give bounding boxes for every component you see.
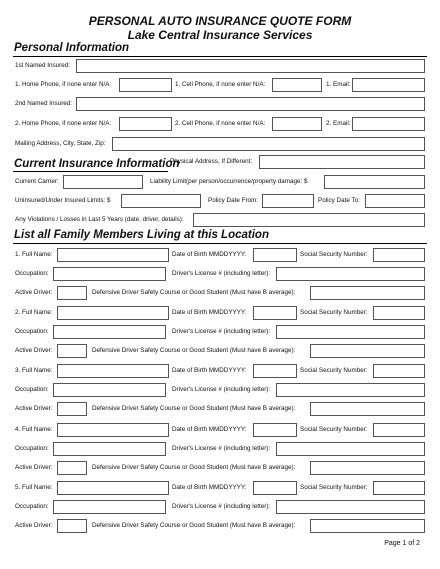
member-license-field[interactable] [276,383,425,397]
member-dob-field[interactable] [253,364,297,378]
second-insured-label: 2nd Named Insured: [15,100,73,107]
member-active-driver-label: Active Driver: [15,405,53,412]
member-full-name-label: 3. Full Name: [15,367,53,374]
first-insured-label: 1st Named Insured: [15,62,70,69]
violations-label: Any Violations / Losses in Last 5 Years (date, driver, details): [15,216,184,223]
member-course-field[interactable] [310,344,425,358]
cell-phone-1-field[interactable] [272,78,322,92]
member-course-field[interactable] [310,519,425,533]
member-dob-field[interactable] [253,248,297,262]
member-occupation-field[interactable] [53,325,166,339]
member-occupation-field[interactable] [53,383,166,397]
form-title: PERSONAL AUTO INSURANCE QUOTE FORM [88,14,352,28]
cell-phone-2-label: 2. Cell Phone, if none enter N/A: [175,120,266,127]
home-phone-2-field[interactable] [119,117,172,131]
liability-limit-label: Liability Limit(per person/occurrence/property damage: $ [150,178,308,185]
member-dob-field[interactable] [253,306,297,320]
liability-limit-field[interactable] [324,175,425,189]
member-dob-field[interactable] [253,481,297,495]
section-divider [13,243,427,244]
member-ssn-label: Social Security Number: [300,426,368,433]
member-ssn-field[interactable] [373,364,425,378]
member-active-driver-label: Active Driver: [15,347,53,354]
member-occupation-label: Occupation: [15,503,49,510]
member-course-field[interactable] [310,286,425,300]
member-ssn-label: Social Security Number: [300,309,368,316]
member-active-driver-field[interactable] [57,519,87,533]
first-insured-field[interactable] [76,59,425,73]
member-occupation-field[interactable] [53,442,166,456]
cell-phone-1-label: 1. Cell Phone, if none enter N/A: [175,81,266,88]
member-license-label: Driver's License # (including letter): [172,328,271,335]
email-2-field[interactable] [352,117,425,131]
policy-date-to-field[interactable] [365,194,425,208]
member-active-driver-label: Active Driver: [15,289,53,296]
family-members-heading: List all Family Members Living at this Location [14,229,269,241]
member-license-label: Driver's License # (including letter): [172,503,271,510]
member-course-label: Defensive Driver Safety Course or Good Student (Must have B average): [92,347,296,354]
member-full-name-label: 4. Full Name: [15,426,53,433]
member-dob-label: Date of Birth MMDDYYYY: [172,426,247,433]
member-full-name-field[interactable] [57,306,169,320]
uninsured-limits-field[interactable] [121,194,201,208]
member-license-field[interactable] [276,442,425,456]
section-divider [13,171,168,172]
second-insured-field[interactable] [76,97,425,111]
mailing-address-label: Mailing Address, City, State, Zip: [15,140,106,147]
member-license-label: Driver's License # (including letter): [172,386,271,393]
member-course-label: Defensive Driver Safety Course or Good Student (Must have B average): [92,405,296,412]
member-active-driver-field[interactable] [57,286,87,300]
member-course-label: Defensive Driver Safety Course or Good Student (Must have B average): [92,464,296,471]
physical-address-label: Physical Address, If Different: [170,158,253,165]
member-active-driver-label: Active Driver: [15,464,53,471]
member-license-field[interactable] [276,267,425,281]
member-dob-field[interactable] [253,423,297,437]
member-ssn-field[interactable] [373,248,425,262]
section-divider [13,56,427,57]
email-1-field[interactable] [352,78,425,92]
member-full-name-field[interactable] [57,364,169,378]
policy-date-from-label: Policy Date From: [208,197,259,204]
member-license-field[interactable] [276,325,425,339]
member-dob-label: Date of Birth MMDDYYYY: [172,367,247,374]
member-ssn-label: Social Security Number: [300,251,368,258]
member-active-driver-label: Active Driver: [15,522,53,529]
uninsured-limits-label: Uninsured/Under Insured Limits: $ [15,197,111,204]
member-course-field[interactable] [310,402,425,416]
member-occupation-field[interactable] [53,267,166,281]
member-full-name-label: 2. Full Name: [15,309,53,316]
member-full-name-field[interactable] [57,423,169,437]
member-full-name-label: 1. Full Name: [15,251,53,258]
form-subtitle: Lake Central Insurance Services [127,28,313,42]
cell-phone-2-field[interactable] [272,117,322,131]
current-carrier-field[interactable] [63,175,143,189]
member-full-name-field[interactable] [57,481,169,495]
member-full-name-field[interactable] [57,248,169,262]
member-license-field[interactable] [276,500,425,514]
member-active-driver-field[interactable] [57,461,87,475]
policy-date-from-field[interactable] [262,194,314,208]
member-dob-label: Date of Birth MMDDYYYY: [172,309,247,316]
member-ssn-field[interactable] [373,306,425,320]
member-course-label: Defensive Driver Safety Course or Good Student (Must have B average): [92,522,296,529]
member-dob-label: Date of Birth MMDDYYYY: [172,484,247,491]
physical-address-field[interactable] [259,155,425,169]
member-license-label: Driver's License # (including letter): [172,445,271,452]
member-ssn-label: Social Security Number: [300,484,368,491]
member-active-driver-field[interactable] [57,402,87,416]
home-phone-1-label: 1. Home Phone, if none enter N/A: [15,81,112,88]
member-course-field[interactable] [310,461,425,475]
member-active-driver-field[interactable] [57,344,87,358]
member-license-label: Driver's License # (including letter): [172,270,271,277]
home-phone-2-label: 2. Home Phone, if none enter N/A: [15,120,112,127]
member-ssn-label: Social Security Number: [300,367,368,374]
member-course-label: Defensive Driver Safety Course or Good Student (Must have B average): [92,289,296,296]
email-1-label: 1. Email: [326,81,351,88]
current-carrier-label: Current Carrier: [15,178,59,185]
member-occupation-field[interactable] [53,500,166,514]
member-occupation-label: Occupation: [15,328,49,335]
personal-info-heading: Personal Information [14,42,130,54]
member-occupation-label: Occupation: [15,445,49,452]
member-occupation-label: Occupation: [15,386,49,393]
member-full-name-label: 5. Full Name: [15,484,53,491]
home-phone-1-field[interactable] [119,78,172,92]
member-dob-label: Date of Birth MMDDYYYY: [172,251,247,258]
current-insurance-heading: Current Insurance Information [14,158,180,170]
mailing-address-field[interactable] [112,137,425,151]
violations-field[interactable] [193,213,425,227]
email-2-label: 2. Email: [326,120,351,127]
member-occupation-label: Occupation: [15,270,49,277]
policy-date-to-label: Policy Date To: [318,197,360,204]
member-ssn-field[interactable] [373,423,425,437]
page-number: Page 1 of 2 [384,540,420,547]
member-ssn-field[interactable] [373,481,425,495]
